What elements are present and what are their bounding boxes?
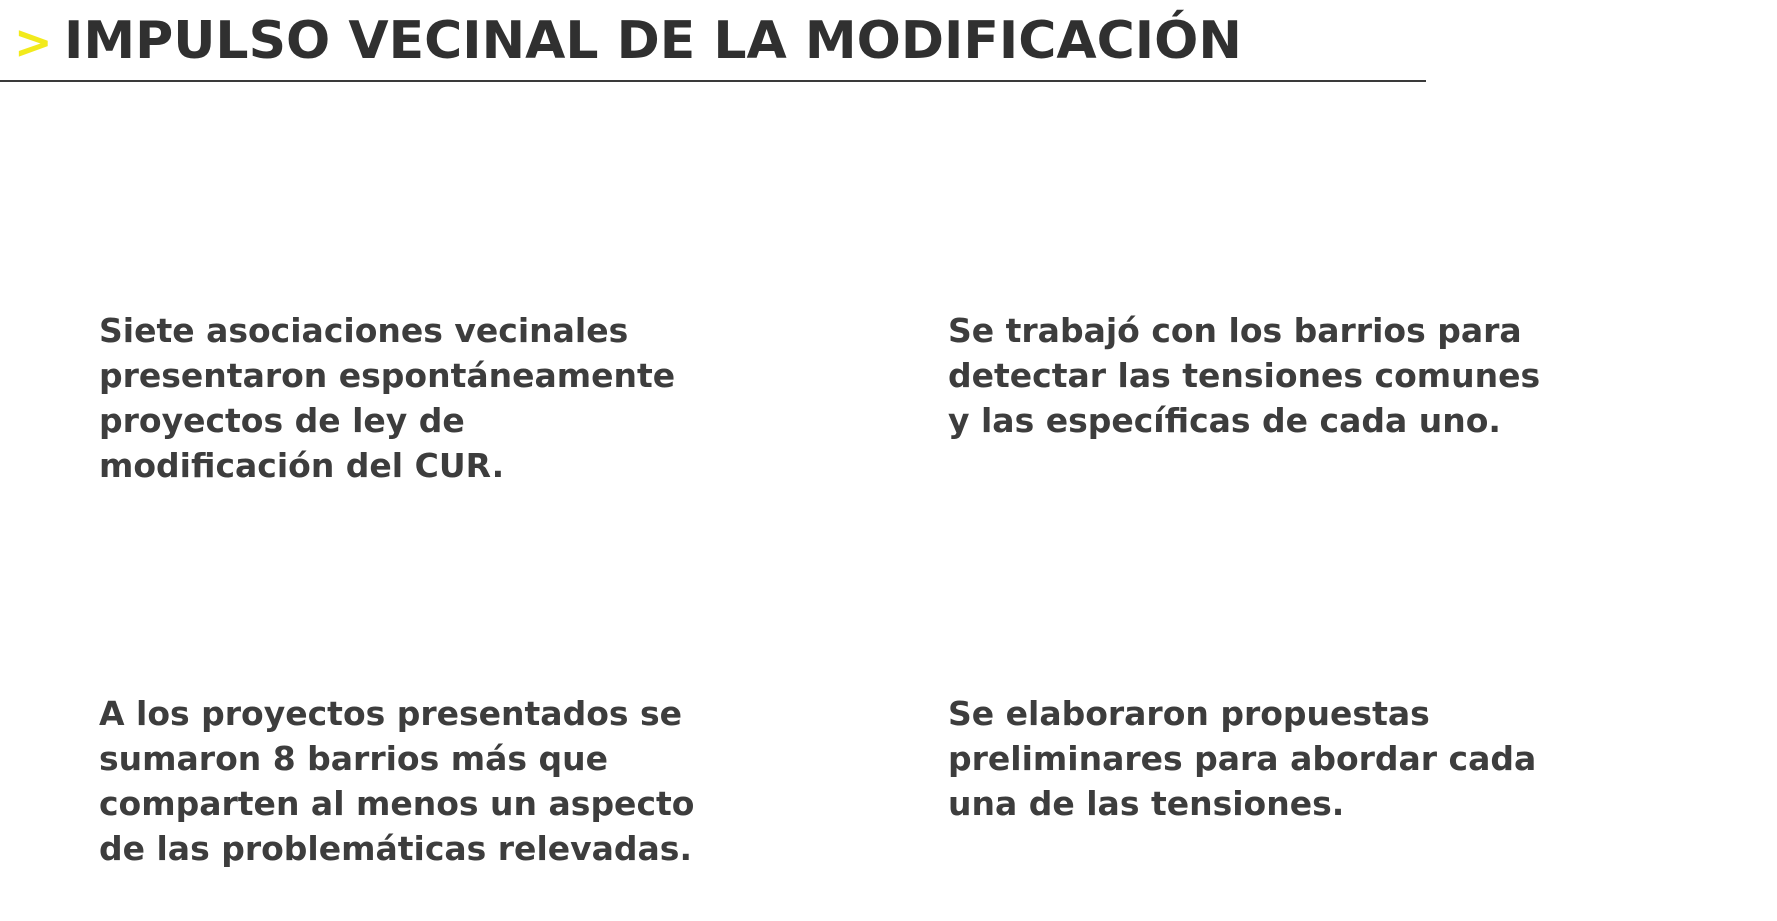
text-block-associations xyxy=(99,308,799,488)
text-line: proyectos de ley de xyxy=(99,401,465,440)
page-title: IMPULSO VECINAL DE LA MODIFICACIÓN xyxy=(64,11,1242,71)
text-line: una de las tensiones. xyxy=(948,784,1345,823)
text-block-neighborhoods-work xyxy=(948,308,1668,443)
text-line: presentaron espontáneamente xyxy=(99,356,676,395)
text-line: de las problemáticas relevadas. xyxy=(99,829,692,868)
text-line: Se elaboraron propuestas xyxy=(948,694,1430,733)
chevron-right-icon: > xyxy=(14,15,53,69)
text-line: detectar las tensiones comunes xyxy=(948,356,1541,395)
text-line: A los proyectos presentados se xyxy=(99,694,683,733)
slide-header xyxy=(0,0,1426,82)
text-block-additional-neighborhoods xyxy=(99,691,799,871)
text-line: Siete asociaciones vecinales xyxy=(99,311,629,350)
text-line: modificación del CUR. xyxy=(99,446,505,485)
text-line: comparten al menos un aspecto xyxy=(99,784,695,823)
text-block-proposals xyxy=(948,691,1668,826)
text-line: Se trabajó con los barrios para xyxy=(948,311,1522,350)
text-line: preliminares para abordar cada xyxy=(948,739,1537,778)
text-line: sumaron 8 barrios más que xyxy=(99,739,609,778)
text-line: y las específicas de cada uno. xyxy=(948,401,1501,440)
